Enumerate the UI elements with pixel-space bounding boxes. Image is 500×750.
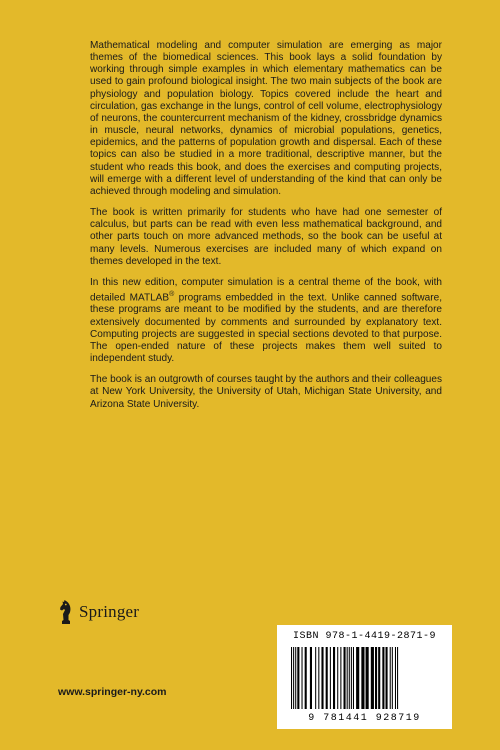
isbn-barcode: [277, 625, 452, 729]
barcode-bar: [337, 647, 338, 709]
back-cover-description: [90, 40, 442, 420]
barcode-bar: [295, 647, 296, 709]
barcode-bar: [297, 647, 299, 709]
paragraph-simulation: [90, 277, 442, 365]
barcode-bar: [318, 647, 319, 709]
paragraph-audience: The book is written primarily for students who have had one semester of calculus, but parts can be read with even less mathematical background, and other parts touch on more advanced methods, so the book can be useful at many levels. Numerous exercises are included many of which expand on themes developed in the text.: [90, 207, 442, 267]
barcode-bar: [361, 647, 364, 709]
barcode-bar: [349, 647, 350, 709]
barcode-bar: [371, 647, 374, 709]
barcode-bar: [390, 647, 391, 709]
barcode-bar: [321, 647, 323, 709]
paragraph-origin: The book is an outgrowth of courses taught by the authors and their colleagues at New York University, the University of Utah, Michigan State University, and Arizona State University.: [90, 374, 442, 410]
barcode-bar: [351, 647, 352, 709]
barcode-bar: [340, 647, 341, 709]
barcode-bar: [353, 647, 354, 709]
barcode-bar: [293, 647, 294, 709]
barcode-bar: [366, 647, 369, 709]
barcode-icon: [289, 647, 440, 713]
barcode-bar: [356, 647, 359, 709]
barcode-bar: [395, 647, 396, 709]
barcode-bar: [397, 647, 398, 709]
matlab-text-before: In this new edition, computer simulation is a central theme of the book, with detailed MATLAB: [90, 276, 442, 304]
barcode-bar: [315, 647, 316, 709]
barcode-bar: [305, 647, 307, 709]
barcode-bar: [375, 647, 377, 709]
knight-chess-icon: [58, 598, 74, 626]
paragraph-overview: Mathematical modeling and computer simulation are emerging as major themes of the biomedical sciences. This book lays a solid foundation by working through simple examples in which elementary mathematics can be used to gain profound biological insight. The two main subjects of the book are physiology and population biology. Topics covered include the heart and circulation, gas exchange in the lungs, control of cell volume, electrophysiology of neurons, the countercurrent mechanism of the kidney, crossbridge dynamics in muscle, neural networks, dynamics of microbial populations, genetics, epidemics, and the patterns of population growth and dispersal. Each of these topics can also be studied in a more traditional, descriptive manner, but the student who reads this book, and does the exercises and computing projects, will emerge with a different level of understanding of the kind that can only be achieved through modeling and simulation.: [90, 40, 442, 197]
barcode-bar: [302, 647, 303, 709]
barcode-bar: [378, 647, 380, 709]
isbn-label: ISBN 978-1-4419-2871-9: [292, 631, 437, 642]
barcode-bar: [382, 647, 384, 709]
publisher-name: Springer: [79, 602, 140, 621]
barcode-bar: [392, 647, 393, 709]
publisher-website[interactable]: www.springer-ny.com: [58, 686, 167, 698]
matlab-text-after: programs embedded in the text. Unlike canned software, these programs are meant to be modified by the students, and are therefore extensively documented by comments and surrounded by explanatory text. Computing projects are suggested in special sections devoted to that purpose. The open-ended nature of these projects makes them well suited to independent study.: [90, 292, 442, 365]
barcode-bar: [326, 647, 328, 709]
barcode-bar: [386, 647, 388, 709]
barcode-digits: 9 781441 928719: [308, 713, 421, 724]
barcode-bar: [347, 647, 348, 709]
barcode-bar: [330, 647, 331, 709]
springer-logo: [58, 598, 139, 626]
barcode-bar: [333, 647, 335, 709]
barcode-bar: [291, 647, 292, 709]
registered-mark: ®: [169, 290, 175, 298]
barcode-bar: [310, 647, 312, 709]
barcode-bar: [344, 647, 346, 709]
